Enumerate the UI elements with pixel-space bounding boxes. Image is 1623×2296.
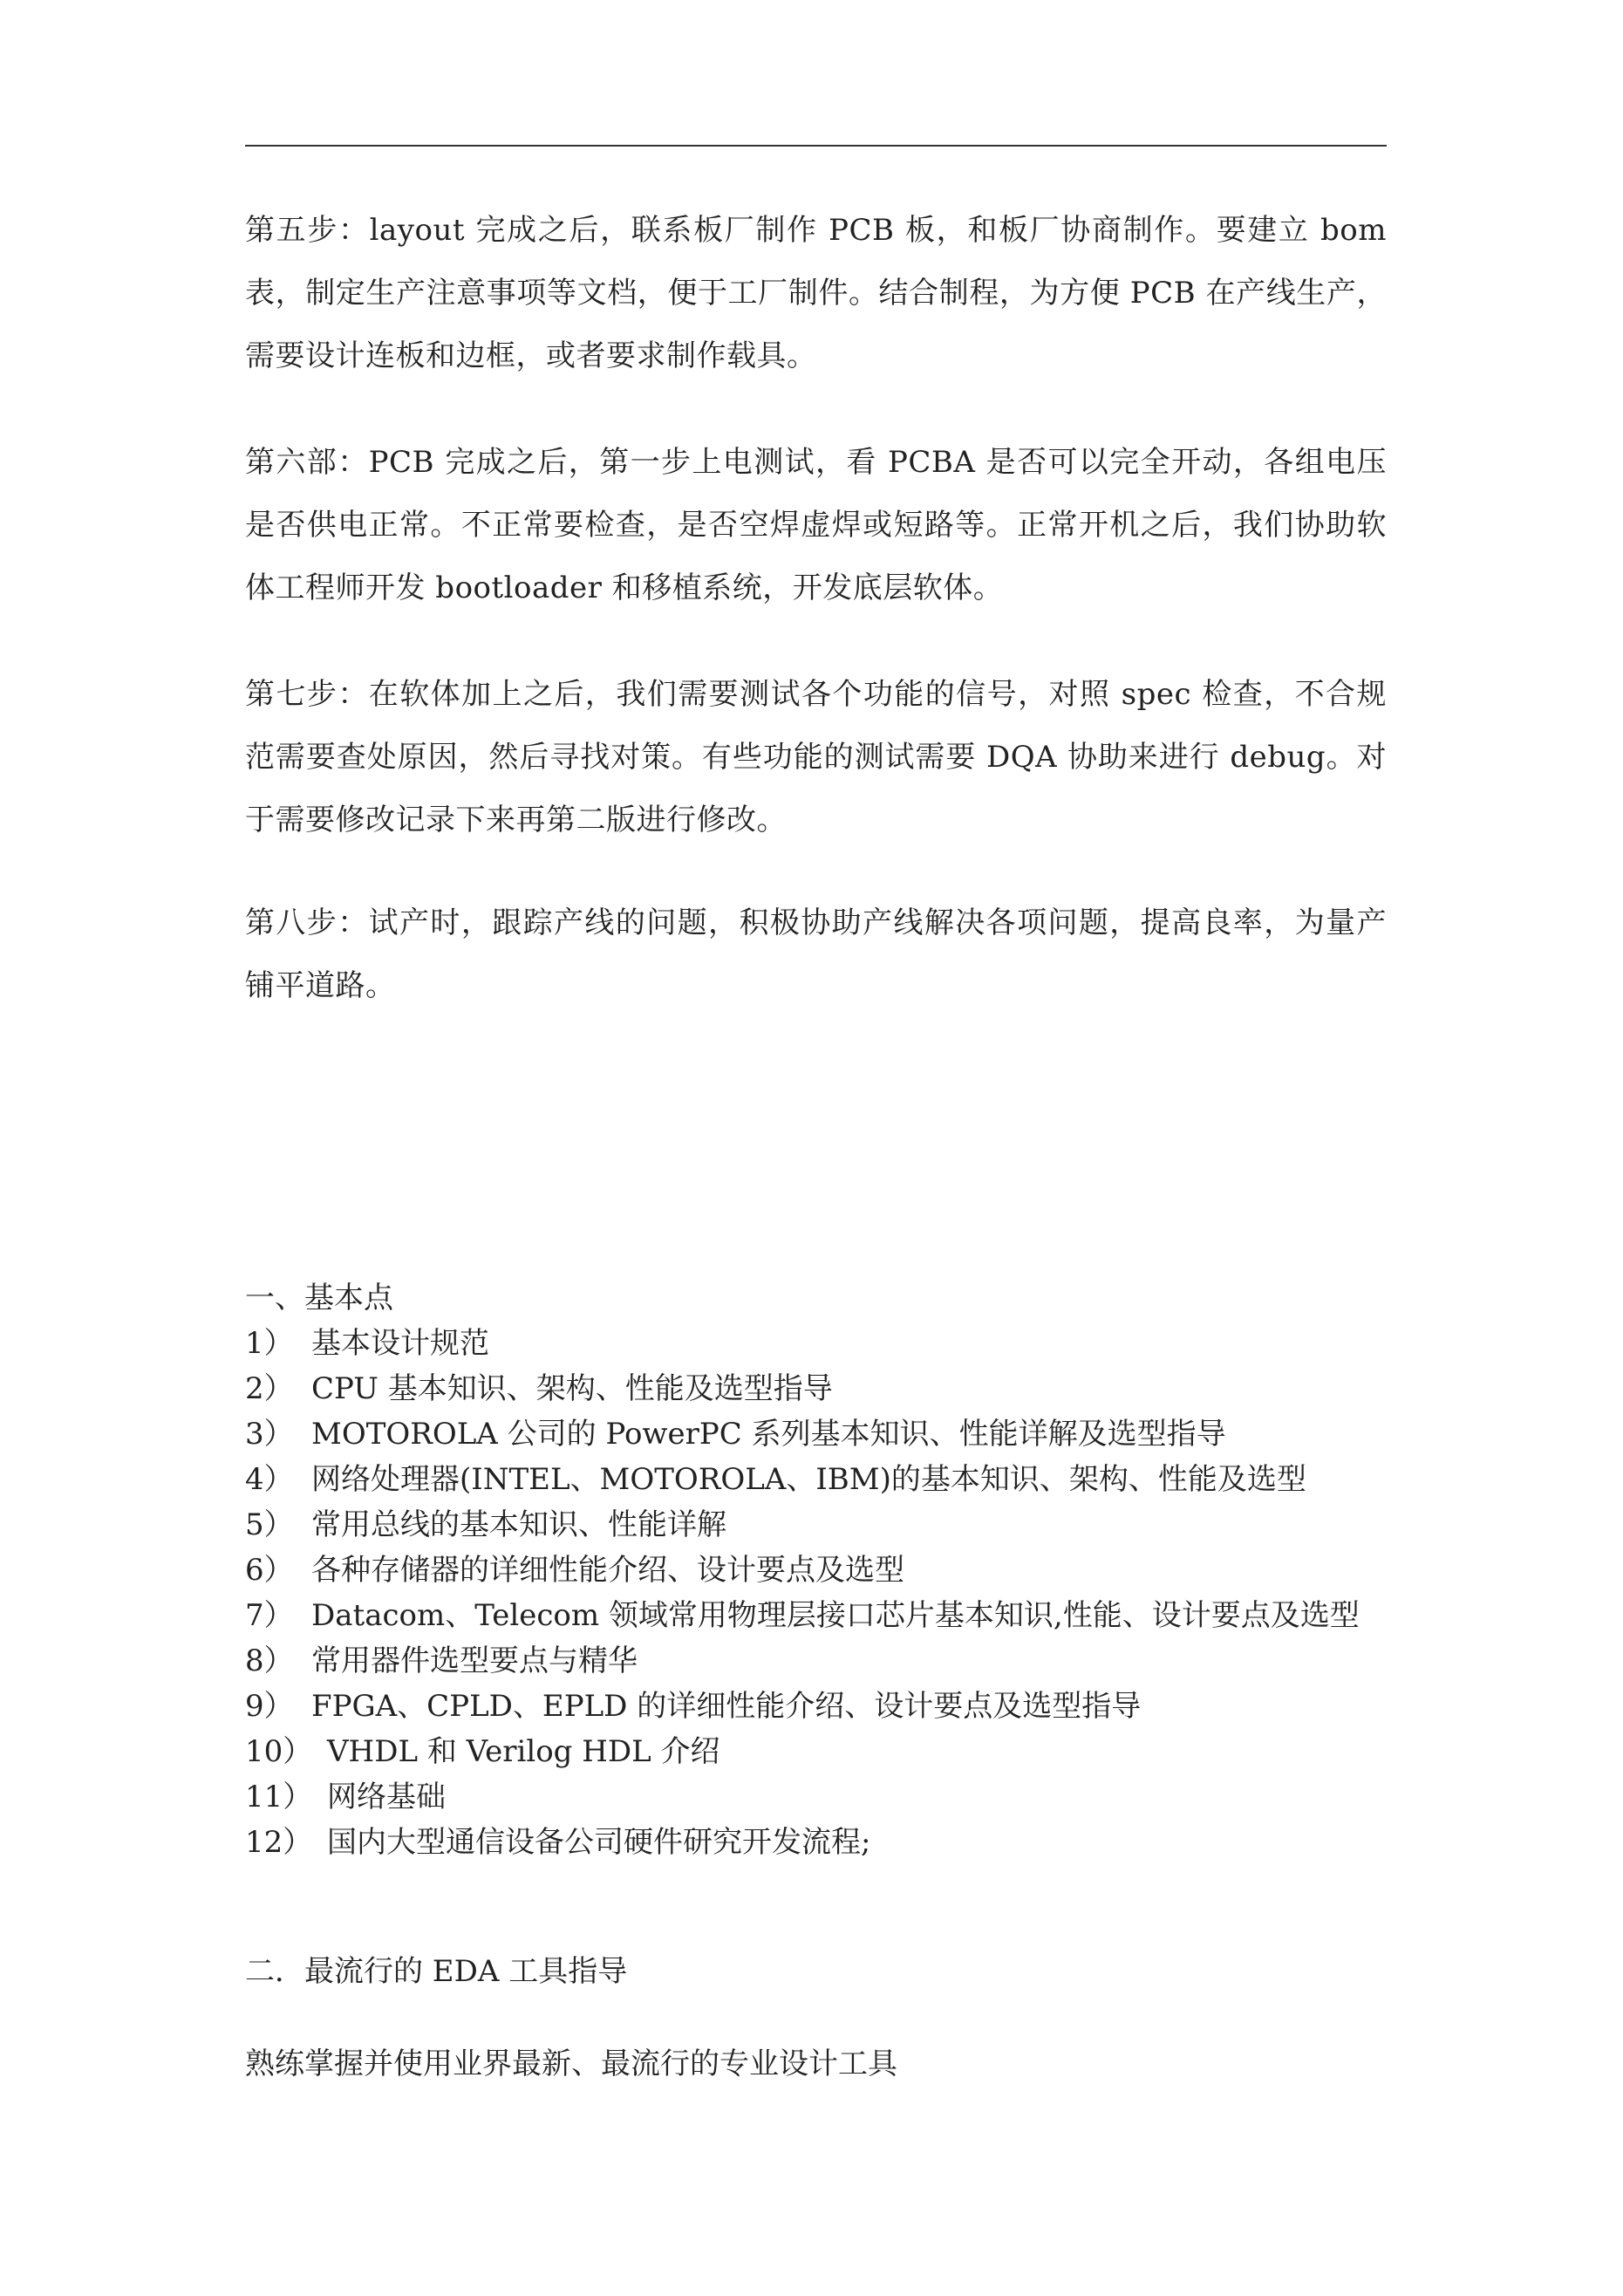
basics-outline <box>245 1275 1387 1865</box>
list-item-text: 网络基础 <box>327 1780 446 1814</box>
list-item-number: 8） <box>245 1643 294 1678</box>
paragraph-step-6: 第六部：PCB 完成之后，第一步上电测试，看 PCBA 是否可以完全开动，各组电压是否供电正常。不正常要检查，是否空焊虚焊或短路等。正常开机之后，我们协助软体工程师开发 bootloader 和移植系统，开发底层软体。 <box>245 445 1387 605</box>
list-item-number: 2） <box>245 1371 294 1406</box>
list-item-text: Datacom、Telecom 领域常用物理层接口芯片基本知识,性能、设计要点及选型 <box>311 1598 1360 1633</box>
list-item <box>245 1548 1387 1593</box>
list-item-number: 7） <box>245 1598 294 1633</box>
list-item-text: FPGA、CPLD、EPLD 的详细性能介绍、设计要点及选型指导 <box>311 1689 1142 1724</box>
list-item-number: 3） <box>245 1417 294 1452</box>
list-item-number: 4） <box>245 1462 294 1497</box>
paragraph-step-5: 第五步：layout 完成之后，联系板厂制作 PCB 板，和板厂协商制作。要建立 bom 表，制定生产注意事项等文档，便于工厂制件。结合制程，为方便 PCB 在产线生产，需要设计连板和边框，或者要求制作载具。 <box>245 213 1387 373</box>
list-item-number: 6） <box>245 1553 294 1588</box>
list-item <box>245 1593 1387 1638</box>
list-item <box>245 1502 1387 1548</box>
list-item <box>245 1684 1387 1729</box>
list-item-text: 各种存储器的详细性能介绍、设计要点及选型 <box>311 1553 904 1588</box>
list-item <box>245 1774 1387 1820</box>
list-item-text: VHDL 和 Verilog HDL 介绍 <box>327 1734 720 1769</box>
list-item <box>245 1729 1387 1774</box>
list-item-text: 常用器件选型要点与精华 <box>311 1643 638 1678</box>
list-item-text: 国内大型通信设备公司硬件研究开发流程; <box>327 1825 871 1860</box>
header-rule <box>245 145 1387 147</box>
list-item-text: 基本设计规范 <box>311 1326 489 1361</box>
list-item-text: CPU 基本知识、架构、性能及选型指导 <box>311 1371 833 1406</box>
paragraph-step-7: 第七步：在软体加上之后，我们需要测试各个功能的信号，对照 spec 检查，不合规范需要查处原因，然后寻找对策。有些功能的测试需要 DQA 协助来进行 debug。对于需要修改记录下来再第二版进行修改。 <box>245 677 1387 837</box>
list-item <box>245 1366 1387 1411</box>
section-two-text: 熟练掌握并使用业界最新、最流行的专业设计工具 <box>245 2047 897 2081</box>
list-item-number: 12） <box>245 1825 313 1860</box>
paragraph-step-8: 第八步：试产时，跟踪产线的问题，积极协助产线解决各项问题，提高良率，为量产铺平道路。 <box>245 905 1387 1003</box>
list-item-number: 5） <box>245 1507 294 1542</box>
list-item-text: 常用总线的基本知识、性能详解 <box>311 1507 726 1542</box>
section-two-heading: 二．最流行的 EDA 工具指导 <box>245 1954 628 1989</box>
outline-heading: 一、基本点 <box>245 1281 393 1315</box>
list-item <box>245 1638 1387 1684</box>
list-item-number: 10） <box>245 1734 313 1769</box>
list-item <box>245 1820 1387 1865</box>
list-item-text: MOTOROLA 公司的 PowerPC 系列基本知识、性能详解及选型指导 <box>311 1417 1226 1452</box>
list-item-number: 1） <box>245 1326 294 1361</box>
list-item-text: 网络处理器(INTEL、MOTOROLA、IBM)的基本知识、架构、性能及选型 <box>311 1462 1306 1497</box>
list-item-number: 11） <box>245 1780 313 1814</box>
list-item <box>245 1457 1387 1502</box>
list-item <box>245 1321 1387 1366</box>
list-item-number: 9） <box>245 1689 294 1724</box>
list-item <box>245 1411 1387 1457</box>
